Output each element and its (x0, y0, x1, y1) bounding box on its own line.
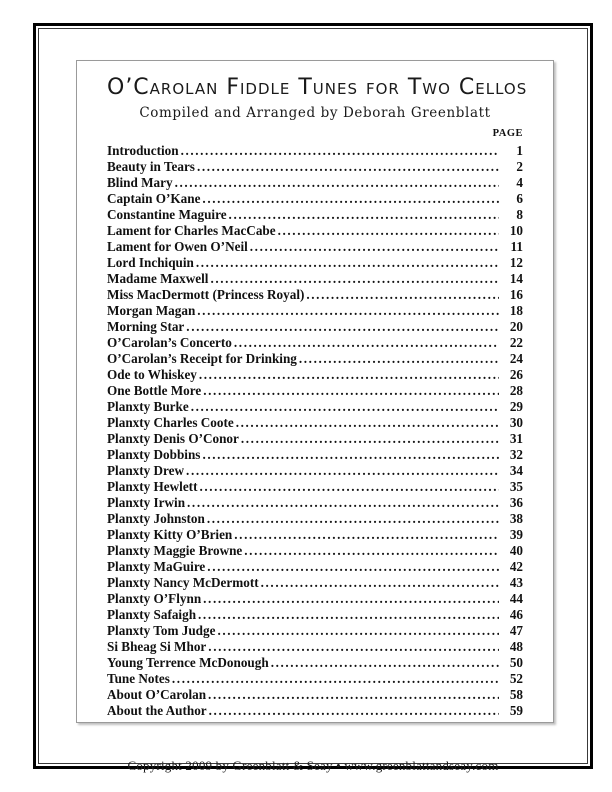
toc-page-number: 16 (509, 287, 523, 302)
book-title: O’Carolan Fiddle Tunes for Two Cellos (107, 75, 528, 100)
toc-entry-title: Madame Maxwell (107, 271, 209, 286)
toc-page-number: 50 (509, 655, 523, 670)
toc-entry-title: Planxty Drew (107, 463, 185, 478)
toc-page-number: 24 (509, 351, 523, 366)
toc-entry-title: One Bottle More (107, 383, 202, 398)
toc-entry (107, 671, 523, 687)
toc-page-number: 14 (509, 271, 523, 286)
toc-page-number: 8 (516, 207, 523, 222)
toc-page-number: 42 (509, 559, 523, 574)
toc-entry-title: Morning Star (107, 319, 185, 334)
toc-page-number: 6 (516, 191, 523, 206)
toc-entry (107, 703, 523, 719)
toc-dot-leader (208, 639, 499, 655)
page-frame-inner-border (38, 28, 588, 773)
toc-entry-title: Captain O’Kane (107, 191, 201, 206)
table-of-contents-box (76, 60, 554, 723)
toc-entry (107, 335, 523, 351)
toc-entry (107, 415, 523, 431)
toc-dot-leader (306, 287, 499, 303)
copyright-footer: Copyright 2009 by Greenblatt & Seay • www.greenblattandseay.com (127, 758, 499, 773)
toc-entry-title: Planxty Charles Coote (107, 415, 234, 430)
toc-dot-leader (203, 383, 499, 399)
toc-entry-title: About O’Carolan (107, 687, 207, 702)
toc-entry (107, 367, 523, 383)
toc-entry-title: Lament for Charles MacCabe (107, 223, 276, 238)
toc-page-number: 58 (509, 687, 523, 702)
toc-dot-leader (181, 143, 499, 159)
toc-page-number: 48 (509, 639, 523, 654)
toc-entry-title: Planxty Denis O’Conor (107, 431, 239, 446)
toc-dot-leader (234, 335, 499, 351)
toc-entry-title: O’Carolan’s Concerto (107, 335, 232, 350)
toc-entry-title: Planxty Dobbins (107, 447, 201, 462)
toc-entry (107, 207, 523, 223)
toc-page-number: 52 (509, 671, 523, 686)
toc-entry-title: Blind Mary (107, 175, 173, 190)
toc-dot-leader (261, 575, 499, 591)
toc-page-number: 28 (509, 383, 523, 398)
toc-dot-leader (271, 655, 499, 671)
toc-page-number: 30 (509, 415, 523, 430)
toc-entry (107, 575, 523, 591)
toc-page-number: 32 (509, 447, 523, 462)
toc-page-number: 59 (509, 703, 523, 718)
toc-dot-leader (217, 623, 499, 639)
toc-page-number: 46 (509, 607, 523, 622)
toc-entry-title: O’Carolan’s Receipt for Drinking (107, 351, 297, 366)
toc-entry (107, 447, 523, 463)
toc-dot-leader (187, 495, 499, 511)
toc-entry-title: About the Author (107, 703, 207, 718)
toc-entry-title: Planxty Hewlett (107, 479, 198, 494)
toc-entry-title: Planxty MaGuire (107, 559, 206, 574)
toc-dot-leader (196, 255, 499, 271)
toc-entry-title: Planxty O’Flynn (107, 591, 202, 606)
toc-entry (107, 623, 523, 639)
toc-page-number: 11 (510, 239, 523, 254)
toc-entry (107, 191, 523, 207)
toc-entry (107, 607, 523, 623)
toc-entry-title: Tune Notes (107, 671, 170, 686)
toc-entry-title: Si Bheag Si Mhor (107, 639, 207, 654)
toc-page-number: 26 (509, 367, 523, 382)
toc-entry (107, 239, 523, 255)
toc-dot-leader (209, 703, 499, 719)
toc-entry-title: Lament for Owen O’Neil (107, 239, 248, 254)
toc-entry (107, 287, 523, 303)
toc-entry-title: Planxty Burke (107, 399, 189, 414)
toc-entry (107, 559, 523, 575)
toc-dot-leader (234, 527, 499, 543)
toc-dot-leader (208, 687, 499, 703)
page-column-header: PAGE (492, 128, 523, 139)
toc-entry-title: Planxty Maggie Browne (107, 543, 243, 558)
toc-page-number: 31 (509, 431, 523, 446)
toc-entry-title: Planxty Irwin (107, 495, 186, 510)
toc-entry (107, 479, 523, 495)
toc-entry (107, 319, 523, 335)
toc-entry (107, 175, 523, 191)
toc-dot-leader (199, 367, 499, 383)
toc-entry-title: Introduction (107, 143, 179, 158)
toc-entry (107, 143, 523, 159)
toc-dot-leader (236, 415, 499, 431)
toc-entry (107, 271, 523, 287)
toc-entry (107, 223, 523, 239)
toc-dot-leader (244, 543, 499, 559)
toc-entry (107, 463, 523, 479)
toc-entry (107, 399, 523, 415)
toc-entry-title: Miss MacDermott (Princess Royal) (107, 287, 305, 302)
toc-entry-title: Ode to Whiskey (107, 367, 197, 382)
toc-dot-leader (175, 175, 499, 191)
toc-entry (107, 527, 523, 543)
toc-entry-title: Young Terrence McDonough (107, 655, 269, 670)
toc-dot-leader (207, 559, 499, 575)
toc-dot-leader (202, 191, 499, 207)
toc-entry (107, 687, 523, 703)
toc-page-number: 18 (509, 303, 523, 318)
toc-dot-leader (197, 159, 499, 175)
toc-page-number: 12 (509, 255, 523, 270)
toc-entry (107, 383, 523, 399)
toc-page-number: 4 (516, 175, 523, 190)
toc-dot-leader (202, 447, 499, 463)
toc-entry (107, 303, 523, 319)
toc-dot-leader (198, 607, 499, 623)
toc-page-number: 2 (516, 159, 523, 174)
toc-dot-leader (250, 239, 499, 255)
toc-entry (107, 655, 523, 671)
book-subtitle: Compiled and Arranged by Deborah Greenblatt (139, 105, 491, 121)
toc-page-number: 1 (516, 143, 523, 158)
toc-dot-leader (299, 351, 499, 367)
toc-dot-leader (199, 479, 499, 495)
toc-entry (107, 591, 523, 607)
toc-entry-title: Planxty Johnston (107, 511, 205, 526)
toc-entry (107, 431, 523, 447)
toc-dot-leader (229, 207, 499, 223)
toc-entry (107, 351, 523, 367)
toc-dot-leader (172, 671, 499, 687)
toc-entry-title: Constantine Maguire (107, 207, 227, 222)
toc-dot-leader (191, 399, 499, 415)
toc-entry-title: Planxty Safaigh (107, 607, 197, 622)
toc-dot-leader (197, 303, 499, 319)
toc-dot-leader (203, 591, 499, 607)
toc-entry (107, 255, 523, 271)
toc-page-number: 38 (509, 511, 523, 526)
toc-page-number: 40 (509, 543, 523, 558)
toc-dot-leader (186, 463, 499, 479)
toc-page-number: 34 (509, 463, 523, 478)
toc-page-number: 29 (509, 399, 523, 414)
toc-entry-title: Morgan Magan (107, 303, 196, 318)
toc-dot-leader (210, 271, 499, 287)
toc-dot-leader (241, 431, 499, 447)
toc-dot-leader (278, 223, 499, 239)
toc-dot-leader (186, 319, 499, 335)
toc-page-number: 36 (509, 495, 523, 510)
toc-page-number: 10 (509, 223, 523, 238)
toc-entry (107, 639, 523, 655)
toc-page-number: 43 (509, 575, 523, 590)
toc-page-number: 35 (509, 479, 523, 494)
page-frame (33, 23, 593, 773)
toc-page-number: 47 (509, 623, 523, 638)
toc-page-number: 39 (509, 527, 523, 542)
toc-page-number: 44 (509, 591, 523, 606)
toc-entry-title: Planxty Nancy McDermott (107, 575, 259, 590)
toc-entry-title: Planxty Tom Judge (107, 623, 216, 638)
toc-page-number: 20 (509, 319, 523, 334)
toc-dot-leader (207, 511, 499, 527)
toc-page-number: 22 (509, 335, 523, 350)
toc-entry (107, 511, 523, 527)
toc-entry-title: Planxty Kitty O’Brien (107, 527, 233, 542)
toc-entry (107, 543, 523, 559)
toc-list (107, 143, 523, 719)
toc-entry (107, 159, 523, 175)
toc-entry-title: Lord Inchiquin (107, 255, 194, 270)
toc-entry (107, 495, 523, 511)
toc-entry-title: Beauty in Tears (107, 159, 195, 174)
